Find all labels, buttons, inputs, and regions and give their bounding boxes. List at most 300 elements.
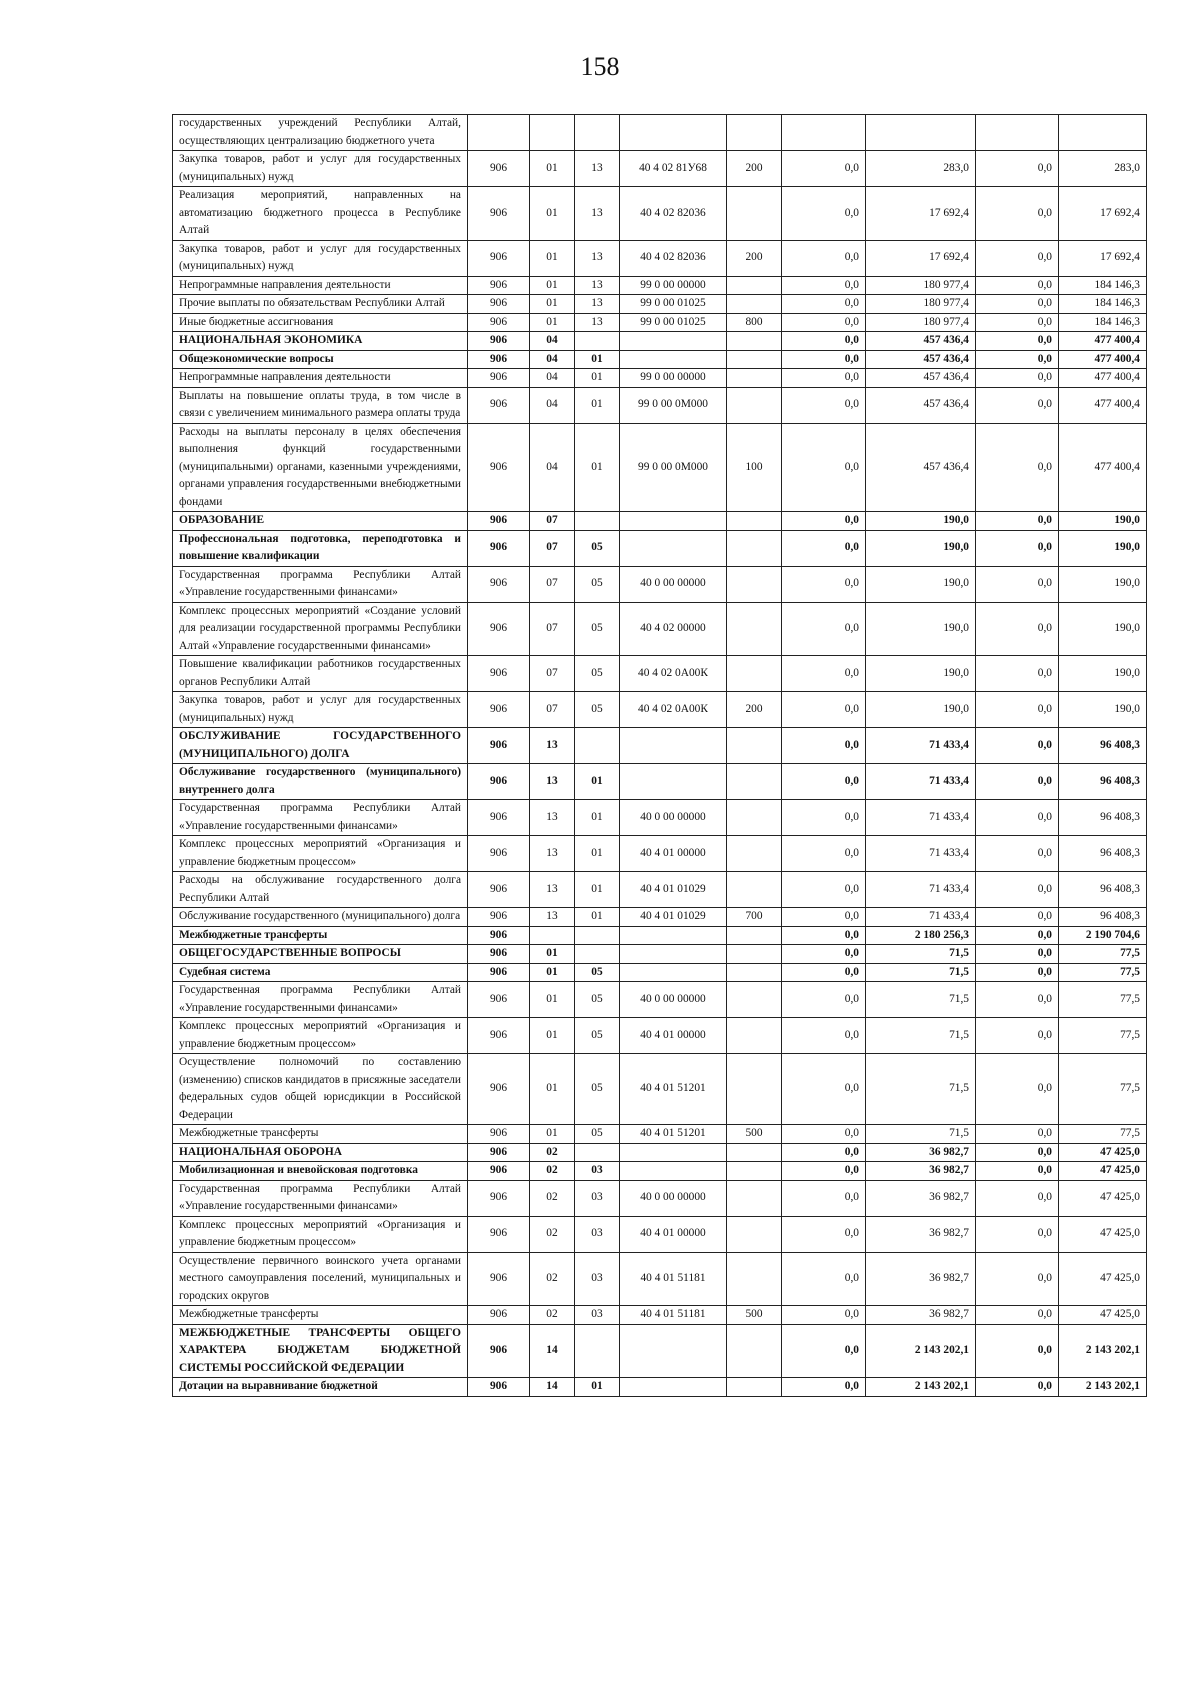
cell-value-3: 0,0 [976,926,1059,945]
cell-target-article: 99 0 00 0М000 [620,423,727,512]
cell-section: 13 [530,872,575,908]
cell-target-article [620,764,727,800]
cell-value-2: 71,5 [866,1054,976,1125]
table-row [173,1018,1147,1054]
cell-value-1: 0,0 [782,1162,866,1181]
cell-value-3: 0,0 [976,963,1059,982]
cell-target-article: 40 4 01 51201 [620,1054,727,1125]
cell-ministry-code: 906 [468,423,530,512]
cell-expense-type [727,982,782,1018]
cell-value-3: 0,0 [976,764,1059,800]
cell-value-3: 0,0 [976,1054,1059,1125]
cell-name: Осуществление полномочий по составлению (изменению) списков кандидатов в присяжные заседатели федеральных судов общей юрисдикции в Российской Федерации [173,1054,468,1125]
cell-target-article [620,1324,727,1378]
cell-section [530,115,575,151]
cell-name: Государственная программа Республики Алтай «Управление государственными финансами» [173,982,468,1018]
cell-name: Государственная программа Республики Алтай «Управление государственными финансами» [173,800,468,836]
table-row [173,313,1147,332]
cell-subsection [575,728,620,764]
cell-value-4: 77,5 [1059,945,1147,964]
cell-value-1: 0,0 [782,1125,866,1144]
cell-name: Комплекс процессных мероприятий «Организация и управление бюджетным процессом» [173,1018,468,1054]
cell-value-4: 477 400,4 [1059,369,1147,388]
cell-target-article [620,926,727,945]
cell-value-1: 0,0 [782,530,866,566]
cell-value-1: 0,0 [782,1180,866,1216]
cell-value-4: 96 408,3 [1059,908,1147,927]
cell-value-4: 477 400,4 [1059,332,1147,351]
cell-subsection: 05 [575,1054,620,1125]
cell-value-4: 77,5 [1059,1125,1147,1144]
table-row [173,115,1147,151]
cell-section: 01 [530,963,575,982]
cell-name: Расходы на обслуживание государственного долга Республики Алтай [173,872,468,908]
cell-value-2: 36 982,7 [866,1306,976,1325]
cell-value-3: 0,0 [976,1306,1059,1325]
cell-ministry-code: 906 [468,566,530,602]
cell-value-4: 184 146,3 [1059,276,1147,295]
cell-subsection: 13 [575,240,620,276]
table-row [173,908,1147,927]
cell-subsection: 05 [575,1125,620,1144]
cell-expense-type [727,963,782,982]
cell-name: Дотации на выравнивание бюджетной [173,1378,468,1397]
cell-value-3: 0,0 [976,1180,1059,1216]
cell-value-4: 190,0 [1059,566,1147,602]
cell-target-article: 99 0 00 00000 [620,369,727,388]
cell-value-3: 0,0 [976,350,1059,369]
cell-expense-type [727,295,782,314]
table-row [173,963,1147,982]
cell-value-1: 0,0 [782,728,866,764]
cell-name: Закупка товаров, работ и услуг для государственных (муниципальных) нужд [173,240,468,276]
cell-name: Закупка товаров, работ и услуг для государственных (муниципальных) нужд [173,151,468,187]
cell-expense-type [727,332,782,351]
cell-value-2: 36 982,7 [866,1252,976,1306]
cell-subsection: 05 [575,692,620,728]
cell-ministry-code: 906 [468,1216,530,1252]
cell-section [530,926,575,945]
cell-target-article: 40 4 01 51201 [620,1125,727,1144]
cell-value-3: 0,0 [976,276,1059,295]
cell-target-article [620,728,727,764]
cell-ministry-code: 906 [468,369,530,388]
cell-value-4: 77,5 [1059,982,1147,1018]
cell-value-1: 0,0 [782,908,866,927]
table-row [173,423,1147,512]
table-row [173,530,1147,566]
table-row [173,1378,1147,1397]
cell-value-2: 190,0 [866,692,976,728]
cell-value-1: 0,0 [782,602,866,656]
cell-target-article [620,945,727,964]
cell-ministry-code: 906 [468,1125,530,1144]
table-row [173,1125,1147,1144]
table-row [173,151,1147,187]
cell-value-2: 71,5 [866,1018,976,1054]
cell-value-2: 17 692,4 [866,240,976,276]
cell-value-4: 190,0 [1059,530,1147,566]
cell-value-2: 71,5 [866,945,976,964]
cell-value-2: 190,0 [866,602,976,656]
cell-ministry-code: 906 [468,963,530,982]
cell-expense-type [727,602,782,656]
cell-subsection: 01 [575,387,620,423]
cell-value-4: 283,0 [1059,151,1147,187]
cell-value-1: 0,0 [782,1378,866,1397]
cell-ministry-code: 906 [468,1180,530,1216]
cell-value-1: 0,0 [782,945,866,964]
cell-value-4: 96 408,3 [1059,764,1147,800]
cell-value-4: 96 408,3 [1059,728,1147,764]
table-row [173,692,1147,728]
cell-value-3: 0,0 [976,1162,1059,1181]
cell-section: 14 [530,1378,575,1397]
cell-ministry-code: 906 [468,764,530,800]
cell-section: 07 [530,566,575,602]
cell-value-4: 96 408,3 [1059,836,1147,872]
cell-expense-type [727,1162,782,1181]
cell-subsection: 03 [575,1180,620,1216]
table-row [173,1180,1147,1216]
cell-section: 02 [530,1143,575,1162]
cell-ministry-code: 906 [468,187,530,241]
cell-name: Обслуживание государственного (муниципального) внутреннего долга [173,764,468,800]
cell-subsection: 03 [575,1306,620,1325]
cell-target-article: 99 0 00 01025 [620,295,727,314]
cell-value-3 [976,115,1059,151]
cell-expense-type [727,1324,782,1378]
cell-ministry-code: 906 [468,332,530,351]
cell-expense-type [727,187,782,241]
cell-target-article: 40 0 00 00000 [620,566,727,602]
cell-target-article [620,1143,727,1162]
cell-value-2: 71,5 [866,1125,976,1144]
cell-name: Реализация мероприятий, направленных на автоматизацию бюджетного процесса в Республике Алтай [173,187,468,241]
cell-ministry-code: 906 [468,295,530,314]
cell-value-2: 71 433,4 [866,728,976,764]
cell-target-article: 40 0 00 00000 [620,982,727,1018]
cell-target-article: 40 4 01 01029 [620,908,727,927]
cell-section: 13 [530,800,575,836]
cell-name: Расходы на выплаты персоналу в целях обеспечения выполнения функций государственными (муниципальными) органами, казенными учреждениями, органами управления государственными внебюджетными фондами [173,423,468,512]
cell-value-2: 36 982,7 [866,1180,976,1216]
cell-value-2: 457 436,4 [866,332,976,351]
cell-name: Государственная программа Республики Алтай «Управление государственными финансами» [173,1180,468,1216]
cell-subsection: 13 [575,151,620,187]
cell-target-article [620,332,727,351]
cell-target-article [620,115,727,151]
cell-value-3: 0,0 [976,423,1059,512]
cell-name: НАЦИОНАЛЬНАЯ ЭКОНОМИКА [173,332,468,351]
cell-expense-type [727,872,782,908]
cell-section: 07 [530,692,575,728]
cell-value-4: 190,0 [1059,656,1147,692]
cell-expense-type: 200 [727,692,782,728]
cell-name: Прочие выплаты по обязательствам Республики Алтай [173,295,468,314]
cell-value-2: 457 436,4 [866,350,976,369]
cell-value-1: 0,0 [782,982,866,1018]
cell-section: 04 [530,350,575,369]
cell-value-2: 71 433,4 [866,764,976,800]
cell-value-3: 0,0 [976,313,1059,332]
cell-value-3: 0,0 [976,151,1059,187]
cell-subsection: 13 [575,187,620,241]
cell-value-2: 17 692,4 [866,187,976,241]
table-row [173,1143,1147,1162]
cell-section: 02 [530,1180,575,1216]
cell-ministry-code: 906 [468,602,530,656]
cell-value-2: 190,0 [866,530,976,566]
cell-subsection: 13 [575,276,620,295]
cell-value-2: 190,0 [866,512,976,531]
cell-value-4: 190,0 [1059,602,1147,656]
cell-section: 02 [530,1162,575,1181]
table-row [173,332,1147,351]
cell-target-article: 40 4 02 0А00К [620,656,727,692]
cell-subsection: 01 [575,836,620,872]
cell-value-1: 0,0 [782,295,866,314]
page-number: 158 [580,52,620,81]
cell-value-4: 477 400,4 [1059,423,1147,512]
table-row [173,728,1147,764]
cell-target-article: 40 4 01 00000 [620,1018,727,1054]
cell-section: 14 [530,1324,575,1378]
cell-subsection [575,115,620,151]
table-row [173,764,1147,800]
cell-section: 04 [530,423,575,512]
cell-section: 13 [530,908,575,927]
cell-value-2: 36 982,7 [866,1162,976,1181]
cell-section: 04 [530,387,575,423]
cell-section: 07 [530,512,575,531]
cell-ministry-code: 906 [468,387,530,423]
cell-value-2: 71 433,4 [866,836,976,872]
cell-section: 01 [530,1018,575,1054]
cell-subsection: 01 [575,764,620,800]
cell-value-2: 2 180 256,3 [866,926,976,945]
cell-value-1: 0,0 [782,369,866,388]
cell-value-2: 457 436,4 [866,423,976,512]
cell-value-3: 0,0 [976,295,1059,314]
cell-value-4: 47 425,0 [1059,1216,1147,1252]
cell-ministry-code: 906 [468,1306,530,1325]
cell-ministry-code: 906 [468,350,530,369]
table-row [173,1162,1147,1181]
table-row [173,602,1147,656]
cell-expense-type [727,656,782,692]
cell-section: 07 [530,530,575,566]
cell-expense-type [727,1018,782,1054]
cell-ministry-code: 906 [468,1324,530,1378]
cell-name: ОБСЛУЖИВАНИЕ ГОСУДАРСТВЕННОГО (МУНИЦИПАЛЬНОГО) ДОЛГА [173,728,468,764]
cell-subsection: 01 [575,1378,620,1397]
cell-target-article [620,963,727,982]
cell-value-3: 0,0 [976,692,1059,728]
cell-subsection: 01 [575,369,620,388]
cell-subsection: 05 [575,963,620,982]
cell-expense-type [727,1054,782,1125]
cell-section: 01 [530,982,575,1018]
cell-name: Межбюджетные трансферты [173,1125,468,1144]
cell-value-1: 0,0 [782,656,866,692]
cell-expense-type [727,512,782,531]
cell-expense-type [727,369,782,388]
cell-target-article: 40 4 02 0А00К [620,692,727,728]
cell-expense-type [727,1143,782,1162]
cell-subsection: 05 [575,982,620,1018]
cell-value-1: 0,0 [782,764,866,800]
cell-expense-type [727,1180,782,1216]
cell-section: 13 [530,764,575,800]
cell-target-article: 40 4 02 82036 [620,240,727,276]
cell-ministry-code: 906 [468,728,530,764]
cell-value-3: 0,0 [976,332,1059,351]
cell-target-article: 40 4 01 51181 [620,1252,727,1306]
cell-target-article: 40 4 01 51181 [620,1306,727,1325]
cell-value-1: 0,0 [782,1216,866,1252]
cell-ministry-code: 906 [468,512,530,531]
cell-value-3: 0,0 [976,872,1059,908]
cell-section: 01 [530,1054,575,1125]
cell-target-article: 40 4 01 00000 [620,1216,727,1252]
table-row [173,240,1147,276]
cell-value-3: 0,0 [976,602,1059,656]
table-row [173,982,1147,1018]
budget-table-body [173,115,1147,1397]
cell-value-3: 0,0 [976,240,1059,276]
cell-name: НАЦИОНАЛЬНАЯ ОБОРОНА [173,1143,468,1162]
cell-value-3: 0,0 [976,982,1059,1018]
cell-expense-type [727,115,782,151]
cell-value-3: 0,0 [976,1378,1059,1397]
cell-name: Закупка товаров, работ и услуг для государственных (муниципальных) нужд [173,692,468,728]
cell-value-4: 17 692,4 [1059,240,1147,276]
cell-name: Непрограммные направления деятельности [173,369,468,388]
cell-name: Комплекс процессных мероприятий «Создание условий для реализации государственной программы Республики Алтай «Управление государственными финансами» [173,602,468,656]
cell-section: 13 [530,728,575,764]
cell-value-4: 190,0 [1059,692,1147,728]
cell-target-article: 40 0 00 00000 [620,800,727,836]
cell-section: 01 [530,276,575,295]
cell-value-2: 71,5 [866,982,976,1018]
cell-value-1: 0,0 [782,963,866,982]
cell-section: 04 [530,369,575,388]
table-row [173,656,1147,692]
cell-name: Мобилизационная и вневойсковая подготовка [173,1162,468,1181]
cell-ministry-code: 906 [468,1018,530,1054]
cell-section: 07 [530,656,575,692]
cell-target-article [620,1162,727,1181]
cell-subsection: 01 [575,423,620,512]
cell-value-1: 0,0 [782,187,866,241]
cell-value-2: 180 977,4 [866,295,976,314]
cell-target-article: 40 4 02 82036 [620,187,727,241]
cell-value-1: 0,0 [782,692,866,728]
table-row [173,1054,1147,1125]
cell-expense-type: 700 [727,908,782,927]
cell-target-article: 99 0 00 00000 [620,276,727,295]
cell-value-3: 0,0 [976,512,1059,531]
cell-value-4: 477 400,4 [1059,350,1147,369]
cell-expense-type [727,728,782,764]
cell-name: Судебная система [173,963,468,982]
cell-expense-type [727,836,782,872]
cell-value-1: 0,0 [782,1018,866,1054]
cell-value-3: 0,0 [976,836,1059,872]
cell-value-4: 184 146,3 [1059,313,1147,332]
cell-value-1: 0,0 [782,332,866,351]
table-row [173,872,1147,908]
cell-expense-type [727,1252,782,1306]
cell-name: ОБРАЗОВАНИЕ [173,512,468,531]
cell-subsection: 01 [575,872,620,908]
cell-value-1: 0,0 [782,1143,866,1162]
table-row [173,350,1147,369]
cell-subsection [575,1324,620,1378]
cell-expense-type [727,566,782,602]
cell-target-article: 99 0 00 01025 [620,313,727,332]
cell-expense-type: 800 [727,313,782,332]
cell-section: 02 [530,1306,575,1325]
cell-subsection: 05 [575,656,620,692]
cell-value-2: 283,0 [866,151,976,187]
cell-expense-type [727,1216,782,1252]
cell-value-1: 0,0 [782,276,866,295]
cell-expense-type [727,530,782,566]
cell-ministry-code: 906 [468,276,530,295]
cell-value-1: 0,0 [782,836,866,872]
cell-value-4: 47 425,0 [1059,1162,1147,1181]
cell-name: Профессиональная подготовка, переподготовка и повышение квалификации [173,530,468,566]
cell-value-4: 2 143 202,1 [1059,1378,1147,1397]
cell-value-4: 96 408,3 [1059,800,1147,836]
cell-ministry-code: 906 [468,800,530,836]
cell-value-1: 0,0 [782,1252,866,1306]
cell-value-1: 0,0 [782,1306,866,1325]
cell-name: Общеэкономические вопросы [173,350,468,369]
cell-value-2: 180 977,4 [866,313,976,332]
table-row [173,945,1147,964]
cell-section: 01 [530,295,575,314]
cell-value-2: 2 143 202,1 [866,1324,976,1378]
cell-value-3: 0,0 [976,800,1059,836]
cell-ministry-code: 906 [468,836,530,872]
cell-ministry-code: 906 [468,1143,530,1162]
cell-section: 02 [530,1216,575,1252]
cell-value-3: 0,0 [976,1324,1059,1378]
cell-expense-type [727,387,782,423]
cell-value-2: 2 143 202,1 [866,1378,976,1397]
cell-ministry-code: 906 [468,908,530,927]
cell-name: ОБЩЕГОСУДАРСТВЕННЫЕ ВОПРОСЫ [173,945,468,964]
cell-subsection: 05 [575,530,620,566]
cell-value-3: 0,0 [976,1252,1059,1306]
cell-value-2: 190,0 [866,656,976,692]
cell-target-article: 99 0 00 0М000 [620,387,727,423]
cell-value-3: 0,0 [976,656,1059,692]
cell-name: Обслуживание государственного (муниципального) долга [173,908,468,927]
cell-expense-type: 500 [727,1125,782,1144]
cell-target-article: 40 4 02 81У68 [620,151,727,187]
cell-value-4: 77,5 [1059,1018,1147,1054]
cell-expense-type [727,1378,782,1397]
table-row [173,926,1147,945]
cell-section: 01 [530,240,575,276]
table-row [173,387,1147,423]
cell-section: 01 [530,313,575,332]
cell-value-2: 71,5 [866,963,976,982]
